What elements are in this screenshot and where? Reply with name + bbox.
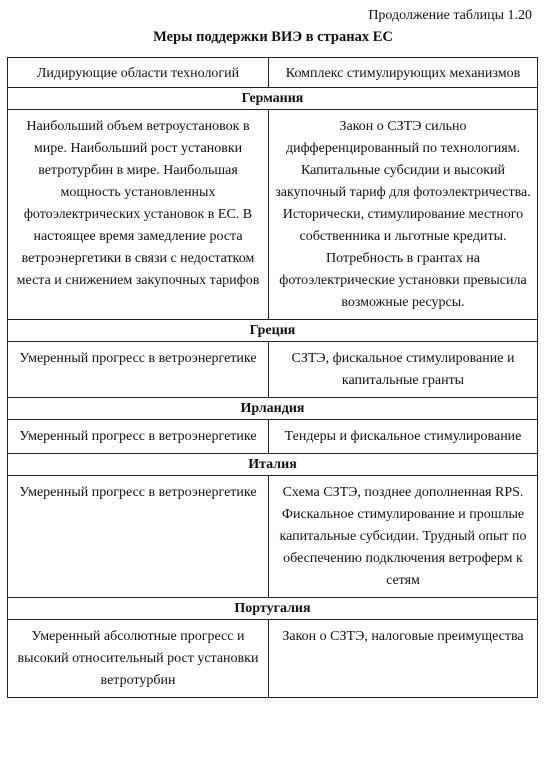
- table-continuation-note: Продолжение таблицы 1.20: [368, 8, 532, 23]
- technologies-cell: Наибольший объем ветроустановок в мире. Наибольший рост установки ветротурбин в мире. Наибольшая мощность установленных фотоэлектрических установок в ЕС. В настоящее время замедление роста ветроэнергетики в связи с недостатком места и снижением закупочных тарифов: [8, 110, 269, 320]
- mechanisms-cell: Закон о СЗТЭ сильно дифференцированный по технологиям. Капитальные субсидии и высокий закупочный тариф для фотоэлектричества. Исторически, стимулирование местного собственника и льготные кредиты. Потребность в грантах на фотоэлектрические установки превысила возможные ресурсы.: [269, 110, 538, 320]
- table-row: [8, 620, 538, 698]
- mechanisms-cell: СЗТЭ, фискальное стимулирование и капитальные гранты: [269, 342, 538, 398]
- country-row-ireland: [8, 398, 538, 420]
- mechanisms-cell: Схема СЗТЭ, позднее дополненная RPS. Фискальное стимулирование и прошлые капитальные субсидии. Трудный опыт по обеспечению подключения ветроферм к сетям: [269, 476, 538, 598]
- table-header-row: [8, 58, 538, 88]
- mechanisms-cell: Закон о СЗТЭ, налоговые преимущества: [269, 620, 538, 698]
- country-row-italy: [8, 454, 538, 476]
- country-row-greece: [8, 320, 538, 342]
- column-header-technologies: Лидирующие области технологий: [8, 58, 269, 88]
- support-measures-table: [7, 57, 538, 698]
- technologies-cell: Умеренный прогресс в ветроэнергетике: [8, 342, 269, 398]
- table-row: [8, 342, 538, 398]
- country-label: Италия: [8, 454, 538, 476]
- country-label: Греция: [8, 320, 538, 342]
- country-label: Германия: [8, 88, 538, 110]
- country-row-portugal: [8, 598, 538, 620]
- technologies-cell: Умеренный прогресс в ветроэнергетике: [8, 420, 269, 454]
- technologies-cell: Умеренный абсолютные прогресс и высокий относительный рост установки ветротурбин: [8, 620, 269, 698]
- country-label: Ирландия: [8, 398, 538, 420]
- table-row: [8, 110, 538, 320]
- table-title: Меры поддержки ВИЭ в странах ЕС: [153, 29, 393, 45]
- country-row-germany: [8, 88, 538, 110]
- table-row: [8, 476, 538, 598]
- country-label: Португалия: [8, 598, 538, 620]
- table-row: [8, 420, 538, 454]
- column-header-mechanisms: Комплекс стимулирующих механизмов: [269, 58, 538, 88]
- technologies-cell: Умеренный прогресс в ветроэнергетике: [8, 476, 269, 598]
- mechanisms-cell: Тендеры и фискальное стимулирование: [269, 420, 538, 454]
